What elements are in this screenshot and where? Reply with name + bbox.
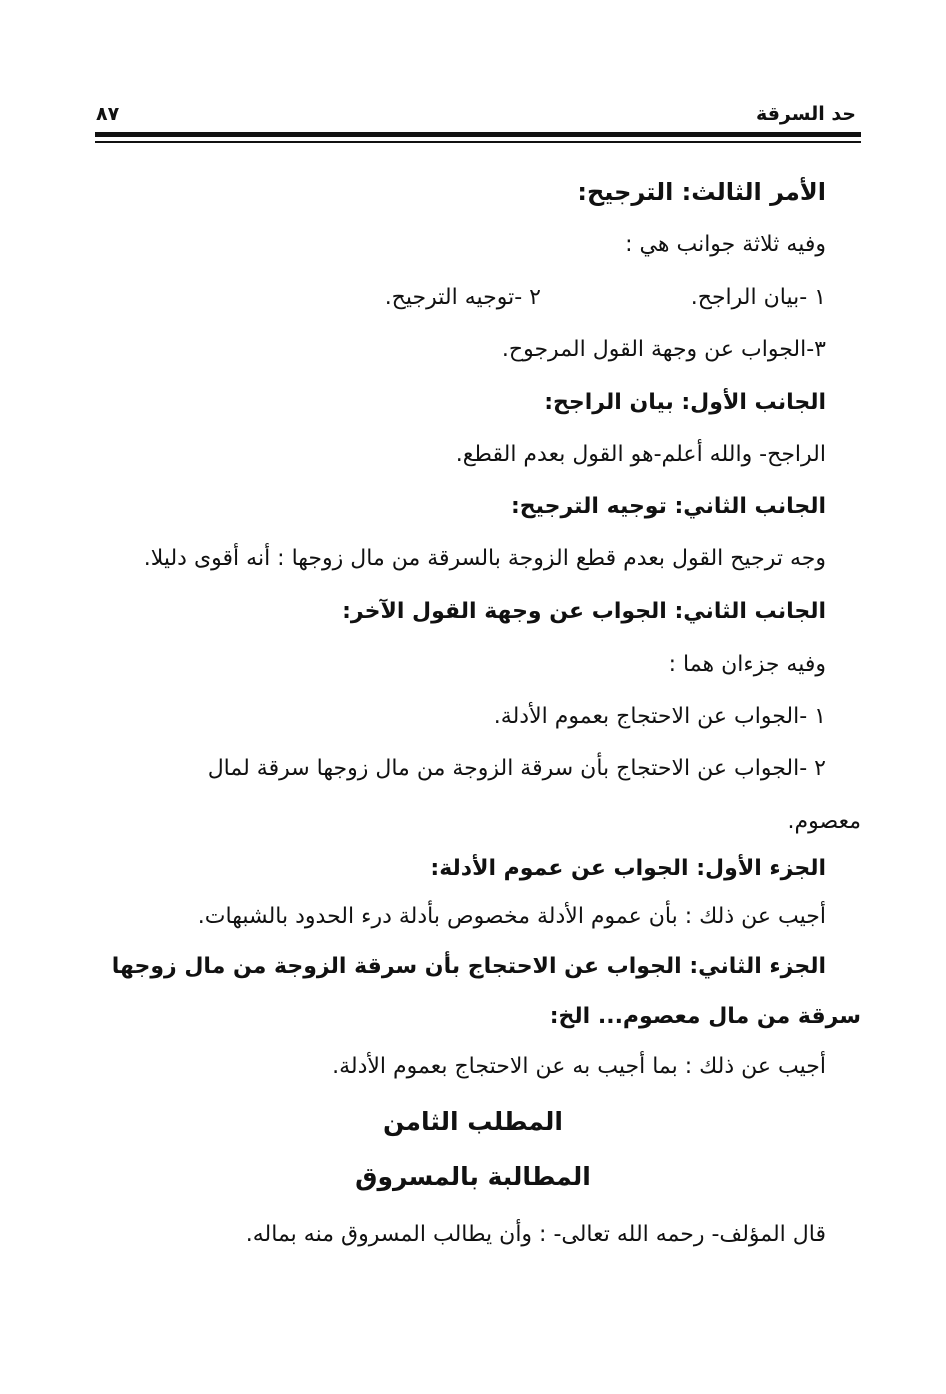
heading-first-part: الجزء الأول: الجواب عن عموم الأدلة:: [430, 856, 826, 881]
page-number: ٨٧: [96, 103, 120, 125]
paragraph-line: وفيه ثلاثة جوانب هي :: [625, 232, 826, 257]
running-header-title: حد السرقة: [755, 103, 856, 125]
header-rule-thin: [95, 141, 861, 143]
paragraph-line: أجيب عن ذلك : بما أجيب به عن الاحتجاج بعموم الأدلة.: [332, 1054, 826, 1079]
paragraph-line: وفيه جزءان هما :: [668, 652, 826, 677]
section-title: المطلب الثامن: [383, 1107, 563, 1136]
paragraph-line: وجه ترجيح القول بعدم قطع الزوجة بالسرقة من مال زوجها : أنه أقوى دليلا.: [143, 546, 826, 571]
heading-first-aspect: الجانب الأول: بيان الراجح:: [544, 390, 826, 415]
heading-third-matter: الأمر الثالث: الترجيح:: [577, 178, 826, 206]
heading-second-part-cont: سرقة من مال معصوم... الخ:: [549, 1004, 861, 1029]
list-item-2: ٢ -توجيه الترجيح.: [384, 285, 541, 310]
header-rule-thick: [95, 132, 861, 137]
list-item-3: ٣-الجواب عن وجهة القول المرجوح.: [501, 337, 826, 362]
heading-second-aspect: الجانب الثاني: توجيه الترجيح:: [511, 494, 826, 519]
list-item-1: ١ -بيان الراجح.: [690, 285, 826, 310]
list-item-1: ١ -الجواب عن الاحتجاج بعموم الأدلة.: [493, 704, 826, 729]
heading-second-aspect-answer: الجانب الثاني: الجواب عن وجهة القول الآخر:: [342, 599, 826, 624]
paragraph-line: معصوم.: [787, 809, 861, 834]
list-item-2: ٢ -الجواب عن الاحتجاج بأن سرقة الزوجة من مال زوجها سرقة لمال: [207, 756, 826, 781]
paragraph-line: أجيب عن ذلك : بأن عموم الأدلة مخصوص بأدلة درء الحدود بالشبهات.: [197, 904, 826, 929]
heading-second-part: الجزء الثاني: الجواب عن الاحتجاج بأن سرقة الزوجة من مال زوجها: [111, 954, 826, 979]
section-subtitle: المطالبة بالمسروق: [355, 1162, 591, 1191]
paragraph-line: الراجح- والله أعلم-هو القول بعدم القطع.: [455, 442, 826, 467]
paragraph-line: قال المؤلف- رحمه الله تعالى- : وأن يطالب المسروق منه بماله.: [245, 1222, 826, 1247]
